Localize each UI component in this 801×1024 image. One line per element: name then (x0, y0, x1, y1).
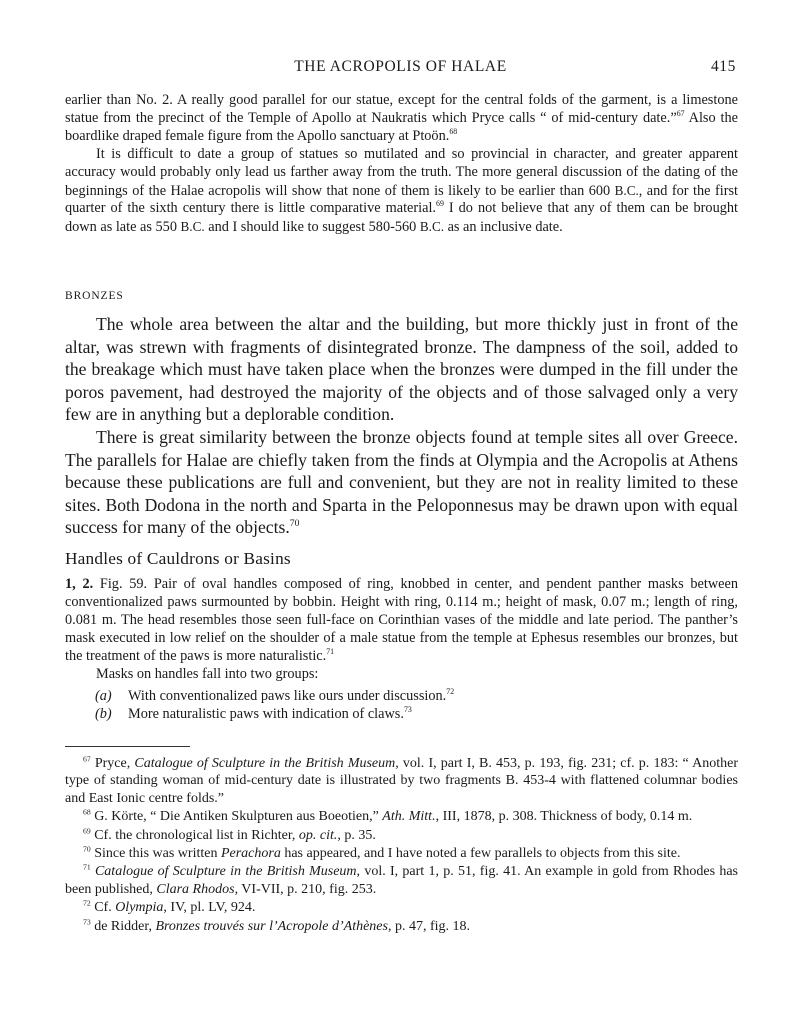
paragraph-text: There is great similarity between the bronze objects found at temple sites all over Greece. The parallels for Halae are chiefly taken from the finds at Olympia and the Acropolis at Athens because these publications are full and convenient, but they are not in reality limited to these sites. Both Dodona in the north and Sparta in the Peloponnesus may be drawn upon with equal success for many of the objects. (65, 426, 738, 538)
paragraph-text: I do not believe that any of them can be brought down as late as 550 (65, 200, 738, 236)
paragraph-text: earlier than No. 2. A really good parallel for our statue, except for the central folds of the garment, is a limestone statue from the precinct of the Temple of Apollo at Naukratis which Pryce calls “ of mid-century date.” (65, 92, 738, 126)
footnote-text: , p. 47, fig. 18. (387, 918, 471, 934)
footnote-67 (65, 755, 738, 807)
footnote-title: Olympia (115, 900, 164, 916)
paragraph-text: as an inclusive date. (444, 219, 563, 236)
footnote-73 (65, 918, 738, 935)
footnote-title: Catalogue of Sculpture in the British Museum (134, 756, 396, 771)
bronzes-body (65, 313, 738, 539)
footnote-ref-71[interactable]: 71 (326, 646, 335, 656)
footnote-71 (65, 863, 738, 898)
footnote-text: , vol. I, part 1, p. 51, fig. 41. An example in gold from Rhodes has been published, (65, 864, 738, 897)
footnote-text: has appeared, and I have noted a few parallels to objects from this site. (280, 846, 681, 862)
section-label-bronzes: BRONZES (65, 290, 124, 302)
footnote-text: Cf. (90, 900, 116, 916)
footnote-title: Ath. Mitt. (382, 809, 436, 825)
footnote-number: 69 (83, 825, 91, 835)
paragraph-bronze-area: The whole area between the altar and the building, but more thickly just in front of the altar, was strewn with fragments of disintegrated bronze. The dampness of the soil, added to the breakage which must have taken place when the bronzes were dumped in the fill under the poros pavement, had destroyed the majority of the objects and of those salvaged only a very few are in anything but a deplorable condition. (65, 314, 738, 425)
paragraph-text: Also the boardlike draped female figure from the Apollo sanctuary at Ptoön. (65, 109, 738, 144)
paragraph-text: It is difficult to date a group of statues so mutilated and so provincial in character, and greater apparent accuracy would probably only lead us farther away from the truth. The more general discussion of the dating of the beginnings of the Halae acropolis will show that none of them is likely to be earlier than 600 (65, 145, 738, 199)
footnote-divider (65, 746, 190, 747)
footnote-number: 67 (83, 754, 91, 764)
footnote-ref-70[interactable]: 70 (289, 518, 300, 530)
footnote-title: Clara Rhodos (156, 881, 235, 897)
footnote-72 (65, 899, 738, 916)
list-item-label: (b) (95, 706, 112, 723)
footnote-number: 73 (83, 917, 91, 926)
paragraph-bronze-similarity (65, 426, 738, 539)
footnotes (65, 755, 738, 935)
footnote-ref-73[interactable]: 73 (403, 705, 412, 715)
entry-number: 1, 2. (65, 576, 94, 592)
entry-text: Fig. 59. Pair of oval handles composed of ring, knobbed in center, and pendent panther masks between conventionalized paws surmounted by bobbin. Height with ring, 0.114 m.; height of mask, 0.07 m.; length of ring, 0.081 m. The head resembles those seen full-face on Corinthian vases of the middle and late period. The panther’s mask executed in low relief on the shoulder of a male statue from the temple at Ephesus resembles our bronzes, but the treatment of the paws is more naturalistic. (65, 576, 738, 664)
footnote-ref-69[interactable]: 69 (436, 199, 444, 209)
list-item-text: With conventionalized paws like ours under discussion. (128, 688, 447, 705)
list-item-text: More naturalistic paws with indication of claws. (128, 706, 404, 723)
footnote-text: , VI-VII, p. 210, fig. 253. (234, 881, 377, 897)
footnote-number: 72 (83, 898, 91, 908)
footnote-text: Since this was written (90, 846, 221, 862)
footnote-text: G. Körte, “ Die Antiken Skulpturen aus Boeotien,” (90, 809, 383, 825)
footnote-number: 68 (83, 807, 91, 817)
footnote-text: Cf. the chronological list in Richter, (90, 827, 299, 843)
footnote-title: Catalogue of Sculpture in the British Museum (94, 864, 357, 880)
list-item-label: (a) (95, 688, 112, 705)
catalogue-entry (65, 576, 738, 724)
footnote-ref-67[interactable]: 67 (676, 109, 685, 119)
footnote-text: Pryce, (90, 756, 135, 771)
footnote-ref-68[interactable]: 68 (449, 127, 458, 137)
paragraph-text: and I should like to suggest 580-560 (204, 219, 420, 236)
list-item (95, 688, 738, 706)
footnote-text: , vol. I, part I, B. 453, p. 193, fig. 231; cf. p. 183: “ Another type of standing woman of mid-century date is illustrated by two fragments B. 453-4 with flattened columnar bodies and East Ionic centre folds.” (65, 756, 738, 806)
running-title: THE ACROPOLIS OF HALAE (294, 58, 507, 75)
bc-abbr: B.C. (180, 219, 205, 235)
bc-abbr: B.C. (419, 219, 444, 235)
footnote-title: Perachora (220, 846, 281, 862)
masks-intro: Masks on handles fall into two groups: (96, 665, 319, 682)
paragraph-text: , and for the first quarter of the sixth century there is little comparative material. (65, 182, 738, 217)
footnote-ref-72[interactable]: 72 (446, 687, 455, 697)
footnote-title: op. cit. (298, 827, 338, 843)
list-item (95, 706, 738, 724)
footnote-title: Bronzes trouvés sur l’Acropole d’Athènes (155, 918, 388, 934)
footnote-text: de Ridder, (90, 918, 156, 934)
footnote-text: , p. 35. (337, 827, 376, 843)
bc-abbr: B.C. (614, 182, 639, 198)
subheading-handles: Handles of Cauldrons or Basins (65, 549, 291, 568)
footnote-text: , III, 1878, p. 308. Thickness of body, 0.14 m. (435, 809, 693, 825)
footnote-text: , IV, pl. LV, 924. (163, 900, 256, 916)
mask-groups-list (95, 688, 738, 724)
footnote-number: 70 (83, 844, 91, 854)
footnote-number: 71 (83, 862, 91, 872)
footnote-70 (65, 845, 738, 862)
paragraph-dating (65, 146, 738, 238)
footnote-69 (65, 827, 738, 844)
footnote-68 (65, 808, 738, 825)
paragraph-continuation (65, 92, 738, 237)
page-number: 415 (710, 58, 736, 75)
running-head (65, 58, 736, 76)
